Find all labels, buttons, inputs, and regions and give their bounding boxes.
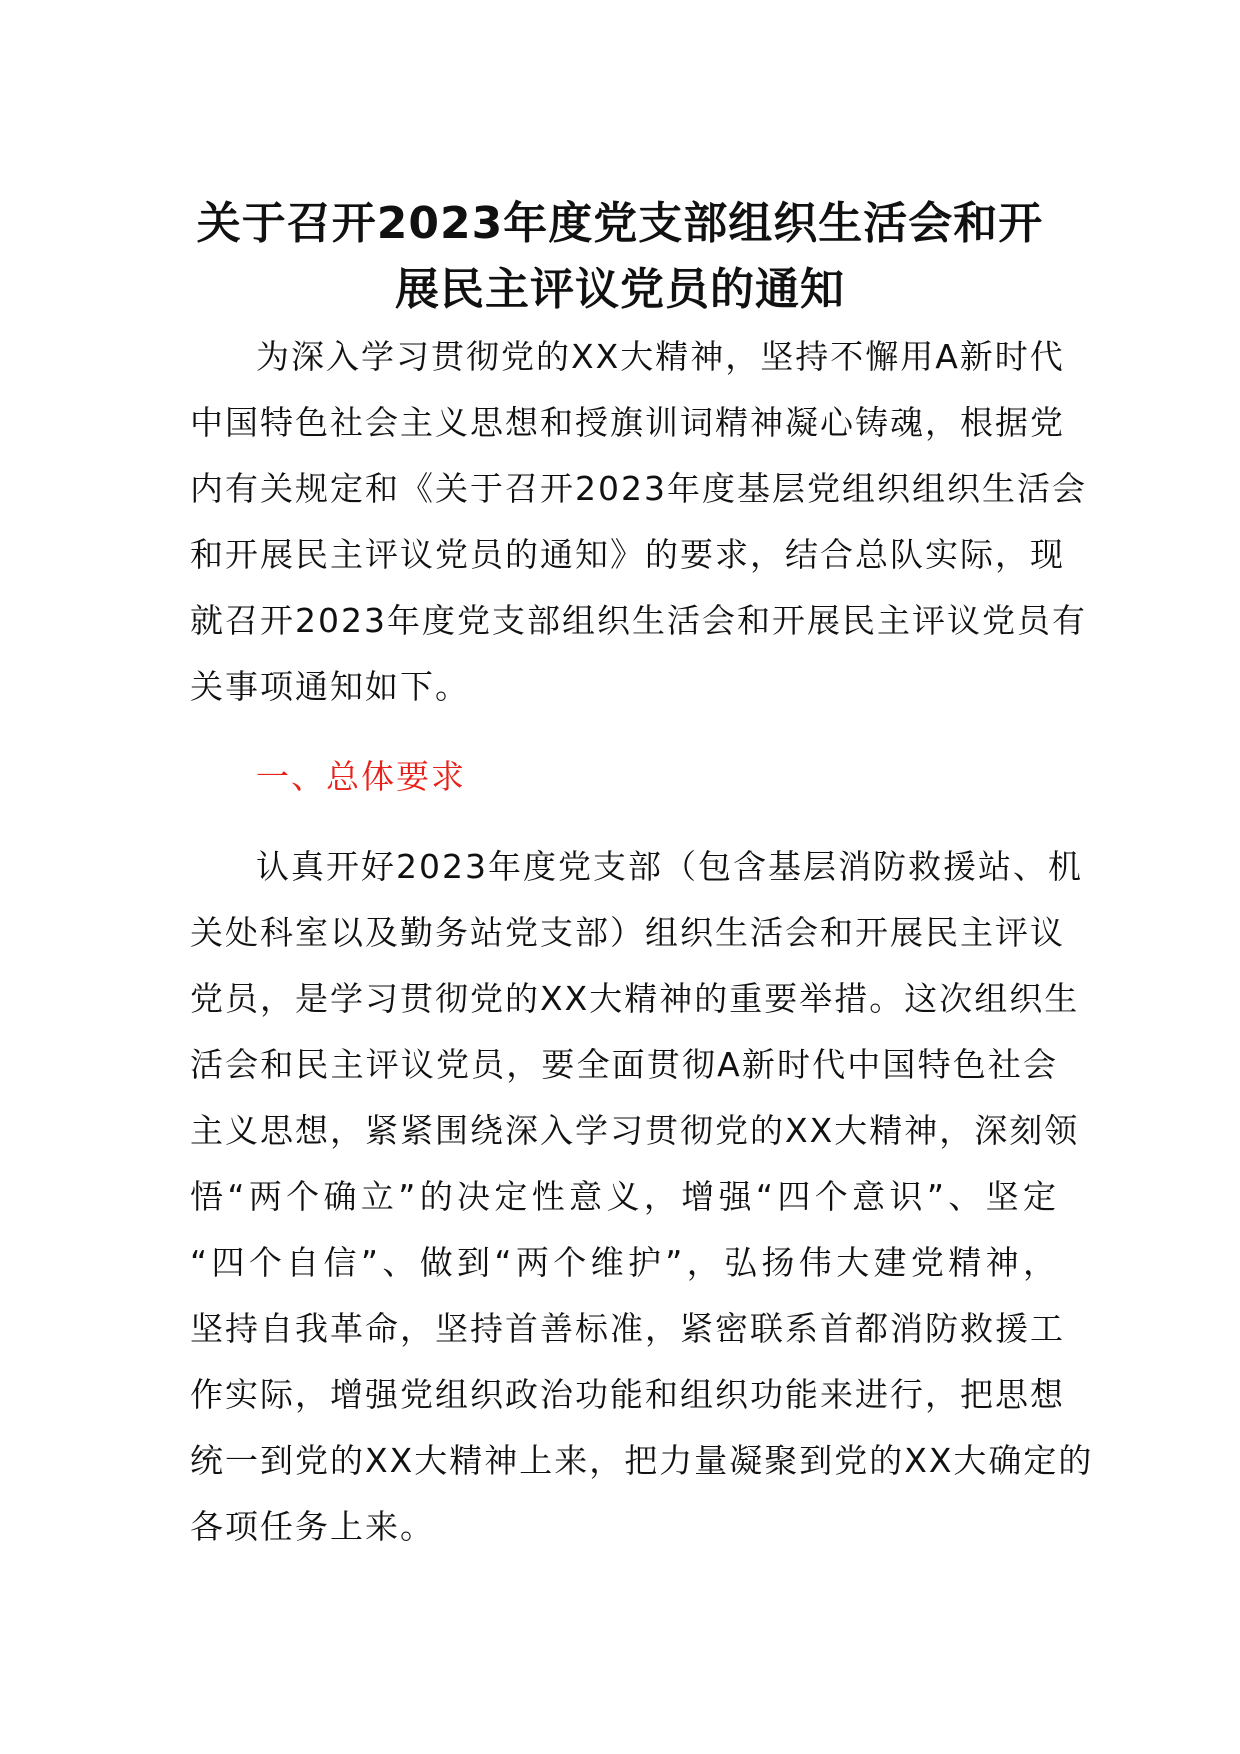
paragraph-line: 中国特色社会主义思想和授旗训词精神凝心铸魂，根据党 [190,403,1065,442]
paragraph-line: 就召开2023年度党支部组织生活会和开展民主评议党员有 [190,601,1087,640]
intro-paragraph [190,324,1087,720]
paragraph-line: 关处科室以及勤务站党支部）组织生活会和开展民主评议 [190,913,1065,952]
paragraph-line: 活会和民主评议党员，要全面贯彻A新时代中国特色社会 [190,1045,1058,1084]
paragraph-line: 主义思想，紧紧围绕深入学习贯彻党的XX大精神，深刻领 [190,1111,1080,1150]
paragraph-line: 认真开好2023年度党支部（包含基层消防救援站、机 [256,847,1083,886]
section-paragraph [190,834,1094,1560]
paragraph-line: 坚持自我革命，坚持首善标准，紧密联系首都消防救援工 [190,1309,1065,1348]
paragraph-line: 统一到党的XX大精神上来，把力量凝聚到党的XX大确定的 [190,1441,1094,1480]
paragraph-line: 关事项通知如下。 [190,667,470,706]
paragraph-line: 悟“两个确立”的决定性意义，增强“四个意识”、坚定 [190,1177,1058,1216]
paragraph-line: 作实际，增强党组织政治功能和组织功能来进行，把思想 [190,1375,1065,1414]
paragraph-line: 各项任务上来。 [190,1507,435,1546]
section-heading: 一、总体要求 [256,757,466,796]
paragraph-line: 党员，是学习贯彻党的XX大精神的重要举措。这次组织生 [190,979,1080,1018]
paragraph-line: 为深入学习贯彻党的XX大精神，坚持不懈用A新时代 [256,337,1065,376]
title-line: 关于召开2023年度党支部组织生活会和开 [196,198,1044,250]
paragraph-line: 内有关规定和《关于召开2023年度基层党组织组织生活会 [190,469,1087,508]
paragraph-line: “四个自信”、做到“两个维护”，弘扬伟大建党精神， [190,1243,1058,1282]
paragraph-line: 和开展民主评议党员的通知》的要求，结合总队实际，现 [190,535,1065,574]
document-title [150,191,1090,323]
title-line: 展民主评议党员的通知 [395,264,845,316]
